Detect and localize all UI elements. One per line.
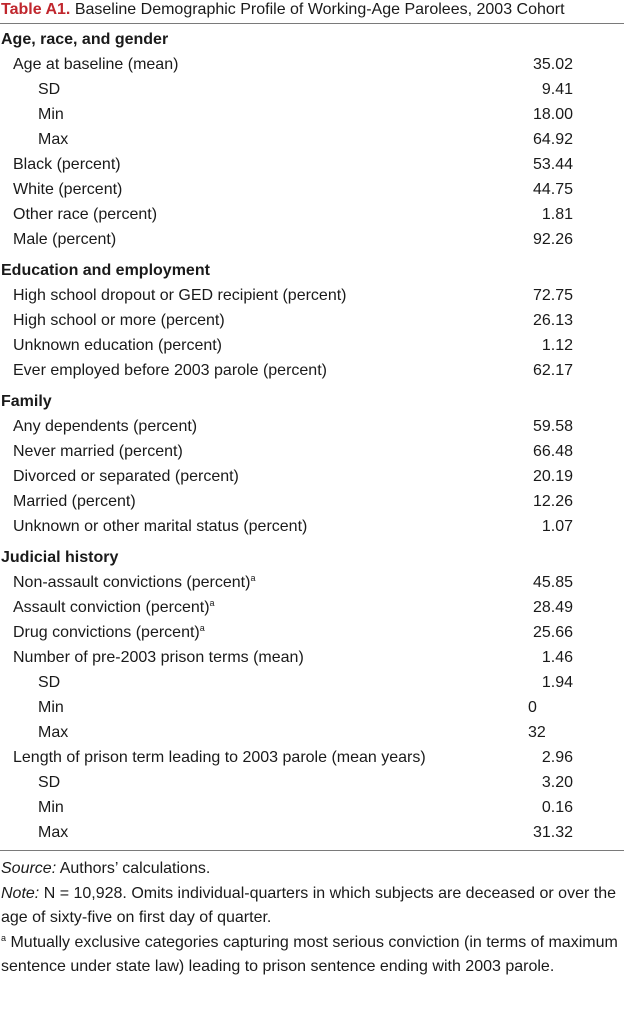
row-label	[13, 464, 239, 489]
row-label	[13, 52, 178, 77]
row-value: 0	[528, 699, 537, 716]
row-value: 18.00	[532, 106, 573, 123]
table-notes	[0, 851, 624, 980]
section-heading: Judicial history	[1, 549, 119, 566]
table-row	[0, 745, 624, 770]
row-label-text: Other race (percent)	[13, 206, 158, 223]
table-title	[0, 0, 624, 22]
row-value: 92.26	[532, 231, 573, 248]
table-section	[0, 545, 624, 845]
source-note	[1, 857, 622, 882]
table-row	[0, 358, 624, 383]
section-heading: Age, race, and gender	[1, 31, 169, 48]
table-row	[0, 77, 624, 102]
row-value: 45.85	[532, 574, 573, 591]
row-label-text: SD	[38, 774, 61, 791]
row-label	[38, 102, 64, 127]
footnote-ref: a	[250, 573, 256, 583]
general-note	[1, 882, 622, 931]
row-label	[38, 77, 60, 102]
row-label	[38, 127, 68, 152]
row-label-text: SD	[38, 674, 61, 691]
row-label-text: Married (percent)	[13, 493, 136, 510]
row-label	[13, 645, 304, 670]
row-value: 2.96	[541, 749, 573, 766]
table-row	[0, 414, 624, 439]
row-value: 28.49	[532, 599, 573, 616]
table-row	[0, 177, 624, 202]
row-label-text: Assault conviction (percent)	[13, 599, 210, 616]
table-row	[0, 308, 624, 333]
row-label	[13, 595, 215, 620]
row-value: 35.02	[532, 56, 573, 73]
row-value: 26.13	[532, 312, 573, 329]
row-label-text: Black (percent)	[13, 156, 121, 173]
row-label-text: High school or more (percent)	[13, 312, 225, 329]
footnote-marker: a	[1, 932, 7, 943]
row-label	[38, 770, 60, 795]
table-row	[0, 620, 624, 645]
row-label-text: Max	[38, 131, 69, 148]
row-label-text: Min	[38, 799, 64, 816]
table-section	[0, 27, 624, 252]
row-label	[13, 620, 205, 645]
row-label	[13, 358, 327, 383]
row-label	[13, 227, 116, 252]
row-label	[38, 695, 64, 720]
row-label-text: Unknown or other marital status (percent)	[13, 518, 308, 535]
table-row	[0, 283, 624, 308]
row-value: 59.58	[532, 418, 573, 435]
row-label-text: Male (percent)	[13, 231, 117, 248]
row-label-text: Min	[38, 699, 64, 716]
row-value: 72.75	[532, 287, 573, 304]
table-row	[0, 770, 624, 795]
row-value: 64.92	[532, 131, 573, 148]
note-label: Note:	[1, 884, 40, 902]
row-value: 31.32	[532, 824, 573, 841]
row-label	[13, 489, 136, 514]
table-row	[0, 820, 624, 845]
row-value: 1.12	[541, 337, 573, 354]
row-value: 3.20	[541, 774, 573, 791]
table-row	[0, 489, 624, 514]
row-label-text: Any dependents (percent)	[13, 418, 198, 435]
table-caption: Baseline Demographic Profile of Working-Age Parolees, 2003 Cohort	[74, 1, 565, 18]
row-value: 1.07	[541, 518, 573, 535]
footnote-text: Mutually exclusive categories capturing most serious conviction (in terms of maximum sentence under state law) leading to prison sentence ending with 2003 parole.	[1, 933, 618, 975]
row-value: 1.81	[541, 206, 573, 223]
table-row	[0, 152, 624, 177]
row-label	[13, 439, 183, 464]
table-section	[0, 389, 624, 539]
table-row	[0, 695, 624, 720]
row-label-text: Number of pre-2003 prison terms (mean)	[13, 649, 304, 666]
row-label-text: Ever employed before 2003 parole (percent)	[13, 362, 327, 379]
table-row	[0, 333, 624, 358]
row-value: 25.66	[532, 624, 573, 641]
row-value: 66.48	[532, 443, 573, 460]
row-label	[13, 745, 426, 770]
row-label-text: Max	[38, 724, 69, 741]
table-row	[0, 570, 624, 595]
row-label	[13, 202, 157, 227]
row-label	[13, 333, 222, 358]
table-row	[0, 595, 624, 620]
row-label-text: Drug convictions (percent)	[13, 624, 200, 641]
row-value: 1.94	[541, 674, 573, 691]
row-label	[38, 820, 68, 845]
table-row	[0, 202, 624, 227]
table-section	[0, 258, 624, 383]
footnote-a	[1, 931, 622, 980]
row-value: 1.46	[541, 649, 573, 666]
table-body	[0, 24, 624, 845]
row-label	[38, 720, 68, 745]
row-label	[38, 670, 60, 695]
source-text: Authors’ calculations.	[56, 860, 211, 877]
table-row	[0, 227, 624, 252]
footnote-ref: a	[209, 598, 215, 608]
row-label	[38, 795, 64, 820]
table-row	[0, 52, 624, 77]
table-row	[0, 720, 624, 745]
table-row	[0, 127, 624, 152]
row-label	[13, 283, 347, 308]
row-label-text: Age at baseline (mean)	[13, 56, 179, 73]
row-label-text: Length of prison term leading to 2003 parole (mean years)	[13, 749, 426, 766]
row-value: 32	[528, 724, 546, 741]
row-label-text: White (percent)	[13, 181, 123, 198]
section-heading: Education and employment	[1, 262, 210, 279]
table-row	[0, 670, 624, 695]
row-label-text: Non-assault convictions (percent)	[13, 574, 251, 591]
table-number: Table A1.	[1, 1, 71, 18]
row-label-text: Unknown education (percent)	[13, 337, 223, 354]
row-label-text: Divorced or separated (percent)	[13, 468, 239, 485]
row-label-text: Max	[38, 824, 69, 841]
row-value: 62.17	[532, 362, 573, 379]
row-label-text: SD	[38, 81, 61, 98]
table-row	[0, 514, 624, 539]
row-value: 53.44	[532, 156, 573, 173]
row-label-text: High school dropout or GED recipient (percent)	[13, 287, 347, 304]
note-text: N = 10,928. Omits individual-quarters in which subjects are deceased or over the age of sixty-five on first day of quarter.	[1, 884, 616, 926]
row-value: 20.19	[532, 468, 573, 485]
source-label: Source:	[1, 860, 57, 877]
table-row	[0, 795, 624, 820]
row-value: 12.26	[532, 493, 573, 510]
footnote-ref: a	[199, 623, 205, 633]
row-label	[13, 308, 225, 333]
row-value: 9.41	[541, 81, 573, 98]
table-row	[0, 645, 624, 670]
row-label	[13, 177, 122, 202]
section-heading: Family	[1, 393, 52, 410]
table-row	[0, 464, 624, 489]
table-row	[0, 102, 624, 127]
row-label-text: Min	[38, 106, 64, 123]
row-label	[13, 514, 307, 539]
row-label-text: Never married (percent)	[13, 443, 183, 460]
row-value: 0.16	[541, 799, 573, 816]
row-label	[13, 570, 255, 595]
row-value: 44.75	[532, 181, 573, 198]
table-row	[0, 439, 624, 464]
row-label	[13, 414, 197, 439]
row-label	[13, 152, 121, 177]
